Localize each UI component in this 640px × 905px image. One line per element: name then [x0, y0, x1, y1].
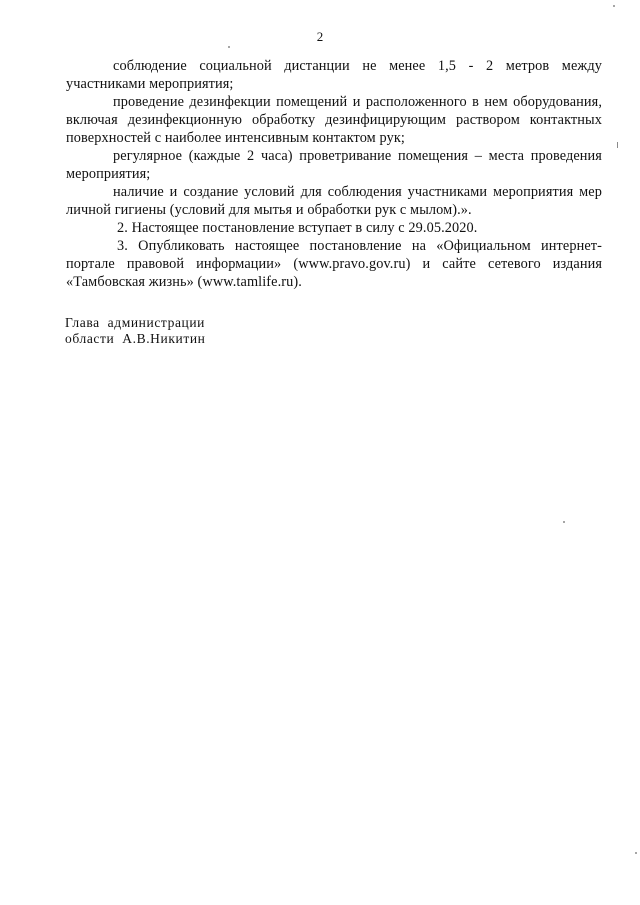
scan-speck [613, 5, 615, 7]
scan-speck [228, 46, 230, 48]
paragraph-effective-date: 2. Настоящее постановление вступает в силу с 29.05.2020. [117, 220, 478, 236]
scan-speck [635, 852, 637, 854]
scan-speck [617, 142, 618, 148]
scan-speck [563, 521, 565, 523]
document-body [66, 57, 602, 291]
paragraph-publication: 3. Опубликовать настоящее постановление на «Официальном интернет-портале правовой информации» (www.pravo.gov.ru) и сайте сетевого издания «Тамбовская жизнь» (www.tamlife.ru). [66, 238, 602, 290]
signature-block [65, 315, 206, 347]
paragraph-disinfection: проведение дезинфекции помещений и расположенного в нем оборудования, включая дезинфекционную обработку дезинфицирующим раствором контактных поверхностей с наиболее интенсивным контактом рук; [66, 94, 602, 146]
signature-name: области А.В.Никитин [65, 331, 206, 346]
signature-title: Глава администрации [65, 315, 206, 330]
paragraph-hygiene: наличие и создание условий для соблюдения участниками мероприятия мер личной гигиены (условий для мытья и обработки рук с мылом).». [66, 184, 602, 218]
page-number: 2 [316, 29, 324, 44]
paragraph-ventilation: регулярное (каждые 2 часа) проветривание помещения – места проведения мероприятия; [66, 148, 602, 182]
paragraph-social-distance: соблюдение социальной дистанции не менее 1,5 - 2 метров между участниками мероприятия; [66, 58, 602, 92]
